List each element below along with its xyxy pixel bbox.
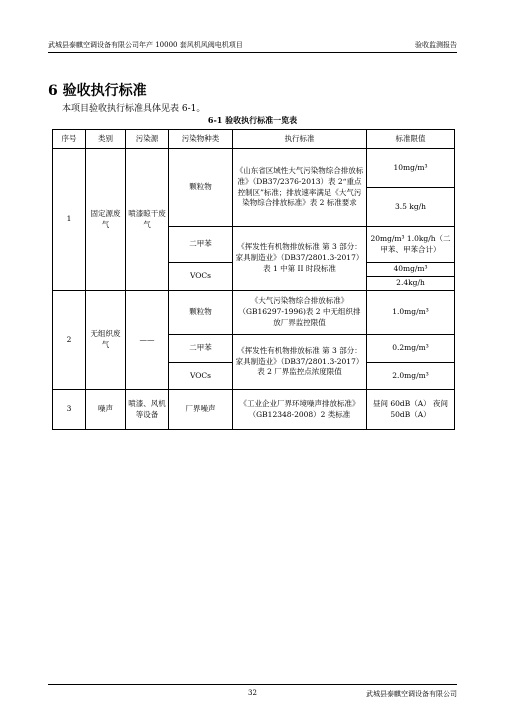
cell-category: 噪声 bbox=[86, 390, 126, 430]
cell-standard: 《工业企业厂界环境噪声排放标准》（GB12348-2008）2 类标准 bbox=[233, 390, 367, 430]
cell-pollutant: 二甲苯 bbox=[169, 335, 233, 363]
cell-limit: 3.5 kg/h bbox=[367, 188, 455, 227]
col-header-limit: 标准限值 bbox=[367, 130, 455, 149]
cell-no: 1 bbox=[53, 149, 86, 291]
col-header-source: 污染源 bbox=[126, 130, 169, 149]
intro-paragraph: 本项目验收执行标准具体见表 6-1。 bbox=[62, 104, 206, 114]
cell-standard: 《大气污染物综合排放标准》（GB16297-1996)表 2 中无组织排放厂界监控限值 bbox=[233, 291, 367, 335]
footer-rule bbox=[48, 684, 457, 685]
cell-limit: 1.0mg/m³ bbox=[367, 291, 455, 335]
section-title: 6 验收执行标准 bbox=[48, 83, 147, 99]
cell-standard: 《挥发性有机物排放标准 第 3 部分：家具制造业》（DB37/2801.3-2017）表 1 中第 II 时段标准 bbox=[233, 227, 367, 291]
header-report-type: 验收监测报告 bbox=[415, 41, 457, 49]
cell-pollutant: 颗粒物 bbox=[169, 291, 233, 335]
cell-pollutant: 颗粒物 bbox=[169, 149, 233, 227]
cell-pollutant: 厂界噪声 bbox=[169, 390, 233, 430]
cell-limit: 0.2mg/m³ bbox=[367, 335, 455, 363]
header-project-title: 武城县泰麒空调设备有限公司年产 10000 套风机风阀电机项目 bbox=[48, 41, 243, 49]
cell-pollutant: 二甲苯 bbox=[169, 227, 233, 263]
table-header-row bbox=[53, 130, 455, 149]
cell-no: 2 bbox=[53, 291, 86, 390]
cell-limit: 昼间 60dB（A） 夜间 50dB（A） bbox=[367, 390, 455, 430]
cell-standard: 《山东省区域性大气污染物综合排放标准》（DB37/2376-2013）表 2“重点控制区”标准；排放速率满足《大气污染物综合排放标准》表 2 标准要求 bbox=[233, 149, 367, 227]
table-caption: 6-1 验收执行标准一览表 bbox=[207, 115, 298, 125]
table-row bbox=[53, 149, 455, 188]
table-row bbox=[53, 390, 455, 430]
table-row bbox=[53, 291, 455, 335]
cell-limit: 20mg/m³ 1.0kg/h（二甲苯、甲苯合计） bbox=[367, 227, 455, 263]
col-header-standard: 执行标准 bbox=[233, 130, 367, 149]
cell-category: 固定源废气 bbox=[86, 149, 126, 291]
cell-pollutant: VOCs bbox=[169, 263, 233, 291]
cell-pollutant: VOCs bbox=[169, 363, 233, 390]
col-header-category: 类别 bbox=[86, 130, 126, 149]
cell-source: 喷漆、风机等设备 bbox=[126, 390, 169, 430]
cell-no: 3 bbox=[53, 390, 86, 430]
col-header-no: 序号 bbox=[53, 130, 86, 149]
cell-limit: 2.0mg/m³ bbox=[367, 363, 455, 390]
col-header-pollutant: 污染物种类 bbox=[169, 130, 233, 149]
cell-limit: 2.4kg/h bbox=[367, 277, 455, 291]
cell-limit: 40mg/m³ bbox=[367, 263, 455, 277]
cell-category: 无组织废气 bbox=[86, 291, 126, 390]
cell-standard: 《挥发性有机物排放标准 第 3 部分：家具制造业》（DB37/2801.3-2017）表 2 厂界监控点浓度限值 bbox=[233, 335, 367, 390]
cell-source: —— bbox=[126, 291, 169, 390]
cell-source: 喷漆晾干废气 bbox=[126, 149, 169, 291]
standards-table bbox=[52, 129, 455, 430]
header-rule bbox=[48, 52, 457, 53]
page-number: 32 bbox=[248, 689, 257, 697]
cell-limit: 10mg/m³ bbox=[367, 149, 455, 188]
footer-company: 武城县泰麒空调设备有限公司 bbox=[366, 690, 457, 698]
